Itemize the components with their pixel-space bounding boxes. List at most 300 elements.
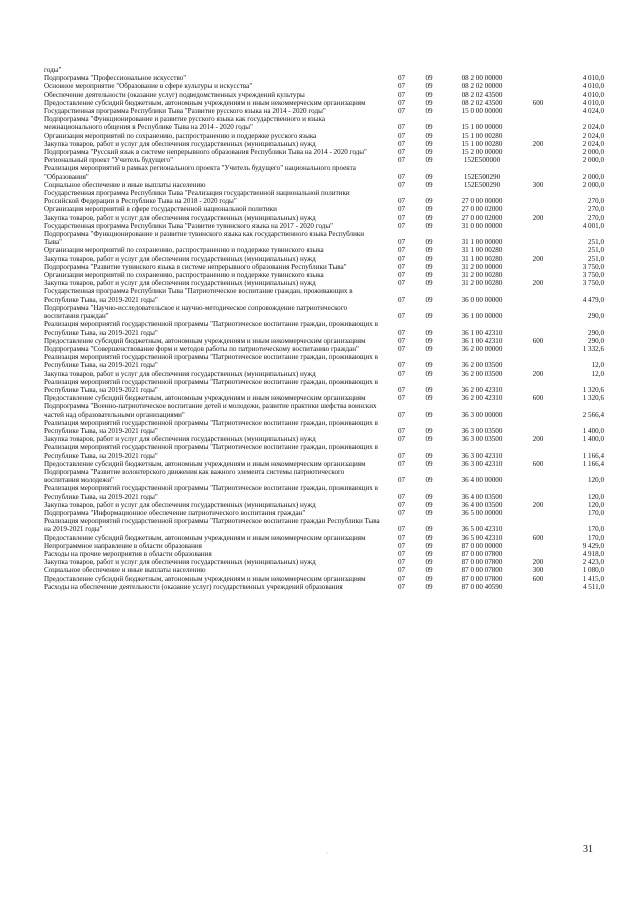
cell-name: Подпрограмма "Функционирование и развитие русского языка как государственного и языка межнационального общения в Республике Тыва на 2014 - 2020 годы" [44, 115, 325, 132]
cell-section: 07 [397, 500, 406, 509]
cell-amount: 1 080,0 [582, 566, 604, 575]
cell-amount: 270,0 [588, 213, 604, 222]
cell-section: 07 [397, 74, 406, 83]
cell-amount: 3 750,0 [582, 279, 604, 288]
table-row [44, 550, 604, 558]
cell-amount: 170,0 [588, 533, 604, 542]
cell-section: 07 [397, 410, 406, 419]
cell-name: Подпрограмма "Военно-патриотическое воспитание детей и молодежи, развитие практики шефства воинских частей над образовательными организациями" [44, 402, 377, 419]
cell-subsection: 09 [425, 549, 433, 558]
cell-section: 07 [397, 328, 406, 337]
cell-name: Государственная программа Республики Тыва "Развитие русского языка на 2014 - 2020 годы" [44, 107, 326, 116]
cell-expense-type: 300 [532, 180, 544, 189]
cell-name: Закупка товаров, работ и услуг для обеспечения государственных (муниципальных) нужд [44, 558, 316, 567]
cell-target-article: 152E500000 [463, 156, 501, 165]
table-row [44, 394, 604, 402]
cell-target-article: 31 1 00 00280 [461, 246, 503, 255]
cell-expense-type: 200 [532, 213, 544, 222]
cell-expense-type: 300 [532, 566, 544, 575]
table-row [44, 115, 604, 131]
cell-target-article: 08 2 02 43500 [461, 98, 503, 107]
cell-amount: 270,0 [588, 197, 604, 206]
cell-section: 07 [397, 197, 406, 206]
cell-target-article: 31 1 00 00280 [461, 254, 503, 263]
cell-name: Основное мероприятие "Образование в сфере культуры и искусства" [44, 82, 253, 91]
cell-section: 07 [397, 205, 406, 214]
table-row [44, 214, 604, 222]
cell-expense-type: 200 [532, 254, 544, 263]
cell-amount: 120,0 [588, 500, 604, 509]
table-row [44, 583, 604, 591]
cell-name: Предоставление субсидий бюджетным, автономным учреждениям и иным некоммерческим организациям [44, 336, 366, 345]
cell-subsection: 09 [425, 90, 433, 99]
cell-expense-type: 200 [532, 279, 544, 288]
cell-name: Подпрограмма "Развитие волонтерского движения как важного элемента системы патриотического воспитания молодежи" [44, 467, 345, 485]
cell-amount: 2 024,0 [582, 123, 604, 132]
table-row [44, 91, 604, 99]
cell-section: 07 [397, 148, 406, 157]
cell-subsection: 09 [425, 221, 433, 230]
cell-section: 07 [397, 394, 406, 403]
table-row [44, 468, 604, 484]
cell-target-article: 36 3 00 42310 [461, 459, 503, 468]
cell-name: Закупка товаров, работ и услуг для обеспечения государственных (муниципальных) нужд [44, 279, 316, 288]
cell-target-article: 36 3 00 03500 [461, 435, 503, 444]
table-row [44, 246, 604, 254]
cell-subsection: 09 [425, 213, 433, 222]
cell-name: Предоставление субсидий бюджетным, автономным учреждениям и иным некоммерческим организациям [44, 574, 366, 583]
scan-mark: ˎ [326, 848, 328, 854]
cell-subsection: 09 [425, 107, 433, 116]
table-row [44, 107, 604, 115]
cell-section: 07 [397, 254, 406, 263]
table-row [44, 484, 604, 500]
cell-target-article: 152E500290 [463, 172, 501, 181]
cell-subsection: 09 [425, 336, 433, 345]
table-row [44, 378, 604, 394]
cell-amount: 4 918,0 [582, 549, 604, 558]
cell-subsection: 09 [425, 492, 433, 501]
cell-target-article: 87 0 00 07800 [461, 566, 503, 575]
cell-subsection: 09 [425, 344, 433, 353]
table-row [44, 501, 604, 509]
cell-amount: 290,0 [588, 312, 604, 321]
cell-amount: 120,0 [588, 492, 604, 501]
cell-name: годы" [44, 66, 62, 74]
table-row [44, 287, 604, 303]
cell-target-article: 31 2 00 00280 [461, 279, 503, 288]
cell-expense-type: 600 [532, 574, 544, 583]
cell-subsection: 09 [425, 328, 433, 337]
cell-name: Реализация мероприятий государственной программы "Патриотическое воспитание граждан, проживающих в Республике Тыва, на 2019-2021 годы" [44, 353, 378, 370]
cell-amount: 4 511,0 [582, 582, 604, 591]
cell-target-article: 15 2 00 00000 [461, 148, 503, 157]
table-row [44, 189, 604, 205]
table-row [44, 140, 604, 148]
cell-target-article: 36 4 00 00000 [461, 476, 503, 485]
cell-target-article: 87 0 00 00000 [461, 541, 503, 550]
cell-amount: 1 320,6 [582, 385, 604, 394]
cell-section: 07 [397, 172, 406, 181]
cell-amount: 4 010,0 [582, 90, 604, 99]
cell-expense-type: 200 [532, 369, 544, 378]
cell-target-article: 08 2 02 00000 [461, 82, 503, 91]
cell-expense-type: 600 [532, 533, 544, 542]
cell-amount: 2 000,0 [582, 156, 604, 165]
cell-subsection: 09 [425, 385, 433, 394]
cell-subsection: 09 [425, 459, 433, 468]
cell-target-article: 36 3 00 03500 [461, 426, 503, 435]
cell-subsection: 09 [425, 295, 433, 304]
cell-target-article: 08 2 02 43500 [461, 90, 503, 99]
cell-section: 07 [397, 558, 406, 567]
cell-name: Предоставление субсидий бюджетным, автономным учреждениям и иным некоммерческим организациям [44, 98, 366, 107]
cell-name: Реализация мероприятий государственной программы "Патриотическое воспитание граждан, проживающих в Республике Тыва, на 2019-2021 годы" [44, 377, 378, 394]
cell-name: Подпрограмма "Информационное обеспечение патриотического воспитания граждан" [44, 508, 306, 517]
cell-section: 07 [397, 525, 406, 534]
cell-name: Предоставление субсидий бюджетным, автономным учреждениям и иным некоммерческим организациям [44, 394, 366, 403]
cell-expense-type: 600 [532, 394, 544, 403]
cell-subsection: 09 [425, 82, 433, 91]
cell-target-article: 36 2 00 03500 [461, 361, 503, 370]
cell-amount: 4 479,0 [582, 295, 604, 304]
cell-target-article: 31 0 00 00000 [461, 221, 503, 230]
cell-target-article: 27 0 00 02000 [461, 213, 503, 222]
cell-section: 07 [397, 541, 406, 550]
table-row [44, 66, 604, 74]
cell-name: Государственная программа Республики Тыва "Реализация государственной национальной политики Российской Федерации в Республике Тыва на 2018 - 2020 годы" [44, 189, 350, 206]
cell-amount: 290,0 [588, 328, 604, 337]
cell-section: 07 [397, 426, 406, 435]
cell-amount: 120,0 [588, 476, 604, 485]
cell-amount: 3 750,0 [582, 262, 604, 271]
cell-target-article: 31 2 00 00280 [461, 271, 503, 280]
cell-amount: 3 750,0 [582, 271, 604, 280]
cell-target-article: 27 0 00 00000 [461, 197, 503, 206]
cell-subsection: 09 [425, 254, 433, 263]
cell-name: Организация мероприятий по сохранению, распространению и поддержке русского языка [44, 131, 317, 140]
cell-subsection: 09 [425, 435, 433, 444]
cell-subsection: 09 [425, 197, 433, 206]
cell-expense-type: 200 [532, 558, 544, 567]
cell-section: 07 [397, 180, 406, 189]
cell-section: 07 [397, 123, 406, 132]
table-row [44, 230, 604, 246]
cell-name: Организация мероприятий по сохранению, распространению и поддержке тувинского языка [44, 246, 324, 255]
cell-target-article: 36 2 00 03500 [461, 369, 503, 378]
cell-name: Закупка товаров, работ и услуг для обеспечения государственных (муниципальных) нужд [44, 139, 316, 148]
cell-section: 07 [397, 131, 406, 140]
table-row [44, 320, 604, 336]
cell-section: 07 [397, 262, 406, 271]
cell-subsection: 09 [425, 156, 433, 165]
cell-target-article: 87 0 00 07800 [461, 558, 503, 567]
cell-name: Подпрограмма "Русский язык в системе непрерывного образования Республики Тыва на 2014 - 2020 годы" [44, 148, 367, 157]
cell-subsection: 09 [425, 558, 433, 567]
table-row [44, 460, 604, 468]
cell-section: 07 [397, 492, 406, 501]
cell-target-article: 15 0 00 00000 [461, 107, 503, 116]
cell-amount: 2 024,0 [582, 139, 604, 148]
cell-target-article: 36 4 00 03500 [461, 492, 503, 501]
cell-name: Социальное обеспечение и иные выплаты населению [44, 566, 206, 575]
cell-section: 07 [397, 549, 406, 558]
table-row [44, 304, 604, 320]
cell-section: 07 [397, 246, 406, 255]
cell-section: 07 [397, 295, 406, 304]
cell-section: 07 [397, 238, 406, 247]
cell-name: Организация мероприятий по сохранению, распространению и поддержке тувинского языка [44, 271, 324, 280]
cell-amount: 251,0 [588, 254, 604, 263]
cell-subsection: 09 [425, 205, 433, 214]
table-row [44, 74, 604, 82]
cell-amount: 2 000,0 [582, 148, 604, 157]
cell-amount: 251,0 [588, 238, 604, 247]
cell-name: Предоставление субсидий бюджетным, автономным учреждениям и иным некоммерческим организациям [44, 459, 366, 468]
cell-subsection: 09 [425, 566, 433, 575]
cell-subsection: 09 [425, 410, 433, 419]
cell-expense-type: 600 [532, 98, 544, 107]
table-row [44, 337, 604, 345]
cell-name: Государственная программа Республики Тыва "Патриотическое воспитание граждан, проживающих в Республике Тыва, на 2019-2021 годы" [44, 287, 353, 304]
table-row [44, 443, 604, 459]
cell-amount: 1 166,4 [582, 451, 604, 460]
cell-target-article: 36 1 00 42310 [461, 328, 503, 337]
cell-target-article: 36 2 00 00000 [461, 344, 503, 353]
cell-subsection: 09 [425, 574, 433, 583]
cell-name: Организация мероприятий в сфере государственной национальной политики [44, 205, 277, 214]
cell-name: Расходы на обеспечение деятельности (оказание услуг) государственных учреждений образования [44, 582, 343, 591]
cell-target-article: 36 5 00 42310 [461, 533, 503, 542]
table-row [44, 271, 604, 279]
table-row [44, 517, 604, 533]
cell-amount: 1 332,6 [582, 344, 604, 353]
cell-subsection: 09 [425, 123, 433, 132]
table-row [44, 566, 604, 574]
table-row [44, 82, 604, 90]
table-row [44, 509, 604, 517]
cell-amount: 4 024,0 [582, 107, 604, 116]
cell-subsection: 09 [425, 525, 433, 534]
page-number: 31 [583, 844, 593, 855]
cell-name: Государственная программа Республики Тыва "Развитие тувинского языка на 2017 - 2020 годы" [44, 221, 334, 230]
table-row [44, 558, 604, 566]
cell-amount: 1 166,4 [582, 459, 604, 468]
cell-target-article: 15 1 00 00000 [461, 123, 503, 132]
cell-amount: 4 010,0 [582, 82, 604, 91]
cell-subsection: 09 [425, 131, 433, 140]
cell-name: Подпрограмма "Совершенствование форм и методов работы по патриотическому воспитанию граждан" [44, 344, 359, 353]
cell-subsection: 09 [425, 180, 433, 189]
cell-subsection: 09 [425, 98, 433, 107]
table-row [44, 534, 604, 542]
cell-amount: 4 010,0 [582, 74, 604, 83]
cell-subsection: 09 [425, 238, 433, 247]
cell-section: 07 [397, 271, 406, 280]
cell-section: 07 [397, 107, 406, 116]
cell-amount: 1 400,0 [582, 435, 604, 444]
cell-amount: 4 001,0 [582, 221, 604, 230]
cell-name: Подпрограмма "Развитие тувинского языка в системе непрерывного образования Республики Тыва" [44, 262, 347, 271]
cell-section: 07 [397, 459, 406, 468]
cell-target-article: 36 3 00 42310 [461, 451, 503, 460]
cell-name: Подпрограмма "Научно-исследовательское и научно-методическое сопровождение патриотического воспитания граждан" [44, 303, 347, 321]
cell-target-article: 15 1 00 00280 [461, 139, 503, 148]
cell-section: 07 [397, 369, 406, 378]
cell-name: Реализация мероприятий государственной программы "Патриотическое воспитание граждан, проживающих в Республике Тыва, на 2019-2021 годы" [44, 320, 378, 337]
cell-subsection: 09 [425, 476, 433, 485]
cell-amount: 290,0 [588, 336, 604, 345]
cell-amount: 170,0 [588, 525, 604, 534]
table-row [44, 255, 604, 263]
cell-amount: 2 024,0 [582, 131, 604, 140]
cell-amount: 1 415,0 [582, 574, 604, 583]
cell-target-article: 152E500290 [463, 180, 501, 189]
cell-target-article: 31 1 00 00000 [461, 238, 503, 247]
cell-section: 07 [397, 582, 406, 591]
table-row [44, 542, 604, 550]
cell-section: 07 [397, 574, 406, 583]
cell-subsection: 09 [425, 369, 433, 378]
cell-section: 07 [397, 213, 406, 222]
cell-name: Обеспечение деятельности (оказание услуг) подведомственных учреждений культуры [44, 90, 305, 99]
cell-amount: 2 000,0 [582, 172, 604, 181]
cell-section: 07 [397, 312, 406, 321]
cell-section: 07 [397, 82, 406, 91]
table-row [44, 575, 604, 583]
cell-target-article: 87 0 00 07800 [461, 574, 503, 583]
cell-section: 07 [397, 566, 406, 575]
cell-section: 07 [397, 451, 406, 460]
cell-expense-type: 200 [532, 500, 544, 509]
cell-target-article: 36 5 00 00000 [461, 508, 503, 517]
cell-section: 07 [397, 336, 406, 345]
cell-subsection: 09 [425, 508, 433, 517]
table-row [44, 148, 604, 156]
cell-amount: 2 423,0 [582, 558, 604, 567]
cell-name: Закупка товаров, работ и услуг для обеспечения государственных (муниципальных) нужд [44, 435, 316, 444]
cell-subsection: 09 [425, 426, 433, 435]
cell-expense-type: 600 [532, 336, 544, 345]
table-row [44, 370, 604, 378]
cell-target-article: 31 2 00 00000 [461, 262, 503, 271]
cell-section: 07 [397, 476, 406, 485]
cell-name: Реализация мероприятий государственной программы "Патриотическое воспитание граждан, проживающих в Республике Тыва, на 2019-2021 годы" [44, 484, 378, 501]
cell-name: Реализация мероприятий государственной программы "Патриотическое воспитание граждан, проживающих в Республике Тыва, на 2019-2021 годы" [44, 443, 378, 460]
cell-expense-type: 200 [532, 435, 544, 444]
cell-subsection: 09 [425, 582, 433, 591]
table-row [44, 181, 604, 189]
cell-amount: 9 429,0 [582, 541, 604, 550]
cell-subsection: 09 [425, 262, 433, 271]
table-row [44, 435, 604, 443]
cell-amount: 12,0 [591, 361, 604, 370]
cell-section: 07 [397, 344, 406, 353]
table-row [44, 99, 604, 107]
cell-target-article: 87 0 00 07800 [461, 549, 503, 558]
cell-amount: 2 566,4 [582, 410, 604, 419]
table-row [44, 419, 604, 435]
cell-amount: 2 000,0 [582, 180, 604, 189]
cell-target-article: 36 3 00 00000 [461, 410, 503, 419]
table-row [44, 164, 604, 180]
cell-section: 07 [397, 361, 406, 370]
cell-section: 07 [397, 139, 406, 148]
cell-name: Реализация мероприятий в рамках регионального проекта "Учитель будущего" национального проекта "Образования" [44, 164, 356, 181]
cell-target-article: 27 0 00 02000 [461, 205, 503, 214]
cell-name: Закупка товаров, работ и услуг для обеспечения государственных (муниципальных) нужд [44, 254, 316, 263]
cell-name: Предоставление субсидий бюджетным, автономным учреждениям и иным некоммерческим организациям [44, 533, 366, 542]
cell-subsection: 09 [425, 533, 433, 542]
cell-name: Закупка товаров, работ и услуг для обеспечения государственных (муниципальных) нужд [44, 369, 316, 378]
budget-table [44, 66, 604, 591]
cell-section: 07 [397, 385, 406, 394]
cell-name: Закупка товаров, работ и услуг для обеспечения государственных (муниципальных) нужд [44, 213, 316, 222]
cell-amount: 1 320,6 [582, 394, 604, 403]
cell-subsection: 09 [425, 246, 433, 255]
cell-section: 07 [397, 98, 406, 107]
cell-subsection: 09 [425, 361, 433, 370]
table-row [44, 156, 604, 164]
cell-section: 07 [397, 533, 406, 542]
cell-target-article: 36 5 00 42310 [461, 525, 503, 534]
cell-name: Закупка товаров, работ и услуг для обеспечения государственных (муниципальных) нужд [44, 500, 316, 509]
cell-name: Подпрограмма "Функционирование и развитие тувинского языка как государственного языка Республики Тыва" [44, 230, 365, 247]
cell-amount: 270,0 [588, 205, 604, 214]
cell-subsection: 09 [425, 148, 433, 157]
table-row [44, 222, 604, 230]
cell-subsection: 09 [425, 172, 433, 181]
table-row [44, 279, 604, 287]
cell-amount: 1 400,0 [582, 426, 604, 435]
cell-name: Социальное обеспечение и иные выплаты населению [44, 180, 206, 189]
cell-target-article: 36 0 00 00000 [461, 295, 503, 304]
table-row [44, 205, 604, 213]
cell-section: 07 [397, 279, 406, 288]
cell-expense-type: 600 [532, 459, 544, 468]
cell-target-article: 36 2 00 42310 [461, 385, 503, 394]
cell-amount: 12,0 [591, 369, 604, 378]
cell-name: Непрограммное направление в области образования [44, 541, 202, 550]
cell-subsection: 09 [425, 451, 433, 460]
cell-name: Реализация мероприятий государственной программы "Патриотическое воспитание граждан, проживающих в Республике Тыва, на 2019-2021 годы" [44, 418, 378, 435]
cell-target-article: 87 0 00 40590 [461, 582, 503, 591]
cell-amount: 251,0 [588, 246, 604, 255]
cell-subsection: 09 [425, 271, 433, 280]
cell-subsection: 09 [425, 139, 433, 148]
table-row [44, 263, 604, 271]
cell-section: 07 [397, 156, 406, 165]
table-row [44, 402, 604, 418]
cell-name: Расходы на прочие мероприятия в области образования [44, 549, 212, 558]
table-row [44, 132, 604, 140]
cell-target-article: 36 1 00 00000 [461, 312, 503, 321]
cell-target-article: 36 1 00 42310 [461, 336, 503, 345]
cell-section: 07 [397, 508, 406, 517]
cell-subsection: 09 [425, 74, 433, 83]
cell-target-article: 36 2 00 42310 [461, 394, 503, 403]
cell-amount: 4 010,0 [582, 98, 604, 107]
cell-name: Реализация мероприятий государственной программы "Патриотическое воспитание граждан Республики Тыва на 2019-2021 годы" [44, 517, 380, 534]
cell-section: 07 [397, 221, 406, 230]
cell-subsection: 09 [425, 500, 433, 509]
cell-name: Региональный проект "Учитель будущего" [44, 156, 173, 165]
cell-target-article: 15 1 00 00280 [461, 131, 503, 140]
cell-section: 07 [397, 90, 406, 99]
cell-subsection: 09 [425, 541, 433, 550]
cell-name: Подпрограмма "Профессиональное искусство" [44, 74, 187, 83]
cell-subsection: 09 [425, 279, 433, 288]
